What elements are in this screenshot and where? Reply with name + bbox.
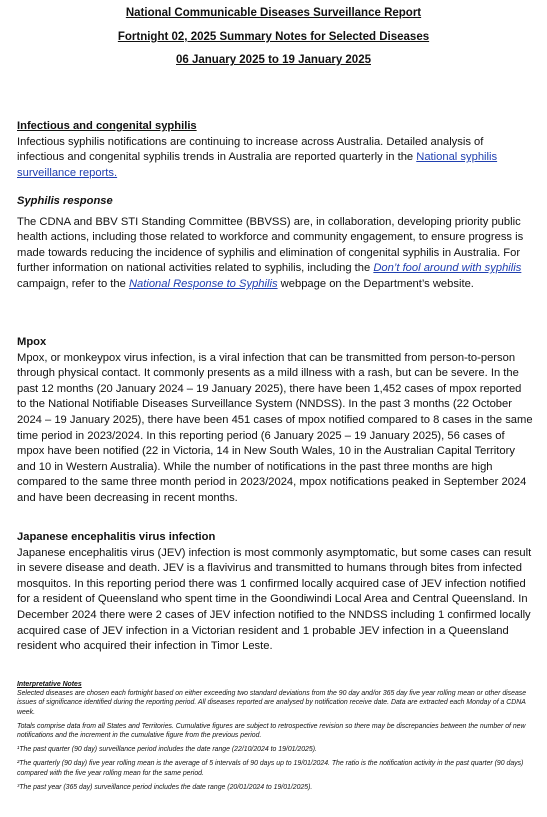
syphilis-reports-link[interactable]: National syphilis surveillance reports. xyxy=(17,151,498,179)
syphilis-section xyxy=(17,119,533,181)
syphilis-response-paragraph xyxy=(17,215,533,293)
syphilis-response-text-c: webpage on the Department’s website. xyxy=(277,277,474,290)
jev-section xyxy=(17,530,533,655)
national-response-link[interactable]: National Response to Syphilis xyxy=(128,277,278,290)
syphilis-response-section xyxy=(17,194,533,293)
jev-heading: Japanese encephalitis virus infection xyxy=(17,531,216,543)
note-past-year: ³The past year (365 day) surveillance period includes the date range (20/01/2024 to 19/01/2025). xyxy=(17,783,313,791)
mpox-section xyxy=(17,335,533,507)
note-selection: Selected diseases are chosen each fortnight based on either exceeding two standard deviations from the 90 day and/or 365 day five year rolling mean or other disease issues of significance identified during the reporting period. All diseases reported are analysed by notification receive date. Data are extracted each Monday of a CDNA week. xyxy=(17,690,527,716)
syphilis-response-text-a: The CDNA and BBV STI Standing Committee (BBVSS) are, in collaboration, developing priority public health actions, including those related to workforce and community engagement, to ensure progress is made towards reducing the incidence of syphilis and elimination of congenital syphilis in Australia. For further information on national activities related to syphilis, including the xyxy=(17,215,524,275)
report-subtitle: Fortnight 02, 2025 Summary Notes for Selected Diseases xyxy=(117,31,430,43)
syphilis-paragraph xyxy=(17,135,533,182)
report-title: National Communicable Diseases Surveillance Report xyxy=(125,7,422,19)
mpox-paragraph: Mpox, or monkeypox virus infection, is a viral infection that can be transmitted from person-to-person through physical contact. It commonly presents as a mild illness with a rash, but can be severe. In the past 12 months (20 January 2024 – 19 January 2025), there have been 1,452 cases of mpox reported to the National Notifiable Diseases Surveillance System (NNDSS). In the past 3 months (22 October 2024 – 19 January 2025), there have been 451 cases of mpox notified compared to 8 cases in the same time period in 2023/2024. In this reporting period (6 January 2025 – 19 January 2025), 56 cases of mpox have been notified (22 in Victoria, 14 in New South Wales, 10 in the Australian Capital Territory and 10 in Western Australia). While the number of notifications in the past three months are high compared to the same three month period in 2023/2024, mpox notifications peaked in September 2024 and have been decreasing in recent months. xyxy=(17,351,533,504)
note-totals: Totals comprise data from all States and Territories. Cumulative figures are subject to retrospective revision so there may be discrepancies between the number of new notifications and the increment in the cumulative figure from the previous period. xyxy=(17,722,526,740)
note-past-quarter: ¹The past quarter (90 day) surveillance period includes the date range (22/10/2024 to 19/01/2025). xyxy=(17,746,317,754)
syphilis-response-heading: Syphilis response xyxy=(17,195,113,207)
notes-heading: Interpretative Notes xyxy=(17,681,82,688)
syphilis-response-text-b: campaign, refer to the xyxy=(17,277,129,290)
jev-paragraph: Japanese encephalitis virus (JEV) infection is most commonly asymptomatic, but some cases can result in severe disease and death. JEV is a flavivirus and transmitted to humans through bites from infected mosquitos. In this reporting period there was 1 confirmed locally acquired case of JEV infection notified for a resident of Queensland who spent time in the Goondiwindi Local Area and Central Queensland. In December 2024 there were 2 cases of JEV infection notified to the NNDSS including 1 confirmed locally acquired case of JEV infection in a Victorian resident and 1 probable JEV infection in a Queensland resident who acquired their infection in Timor Leste. xyxy=(17,546,532,653)
note-rolling-mean: ²The quarterly (90 day) five year rolling mean is the average of 5 intervals of 90 days up to 19/01/2024. The ratio is the notification activity in the past quarter (90 days) compared with the five year rolling mean for the same period. xyxy=(17,760,524,777)
report-date-range: 06 January 2025 to 19 January 2025 xyxy=(176,54,371,66)
mpox-heading: Mpox xyxy=(17,336,47,348)
syphilis-heading: Infectious and congenital syphilis xyxy=(17,120,197,132)
interpretative-notes xyxy=(17,680,533,792)
syphilis-paragraph-text: Infectious syphilis notifications are continuing to increase across Australia. Detailed analysis of infectious and congenital syphilis trends in Australia are reported quarterly in the xyxy=(17,135,484,164)
dont-fool-around-link[interactable]: Don’t fool around with syphilis xyxy=(373,262,522,275)
